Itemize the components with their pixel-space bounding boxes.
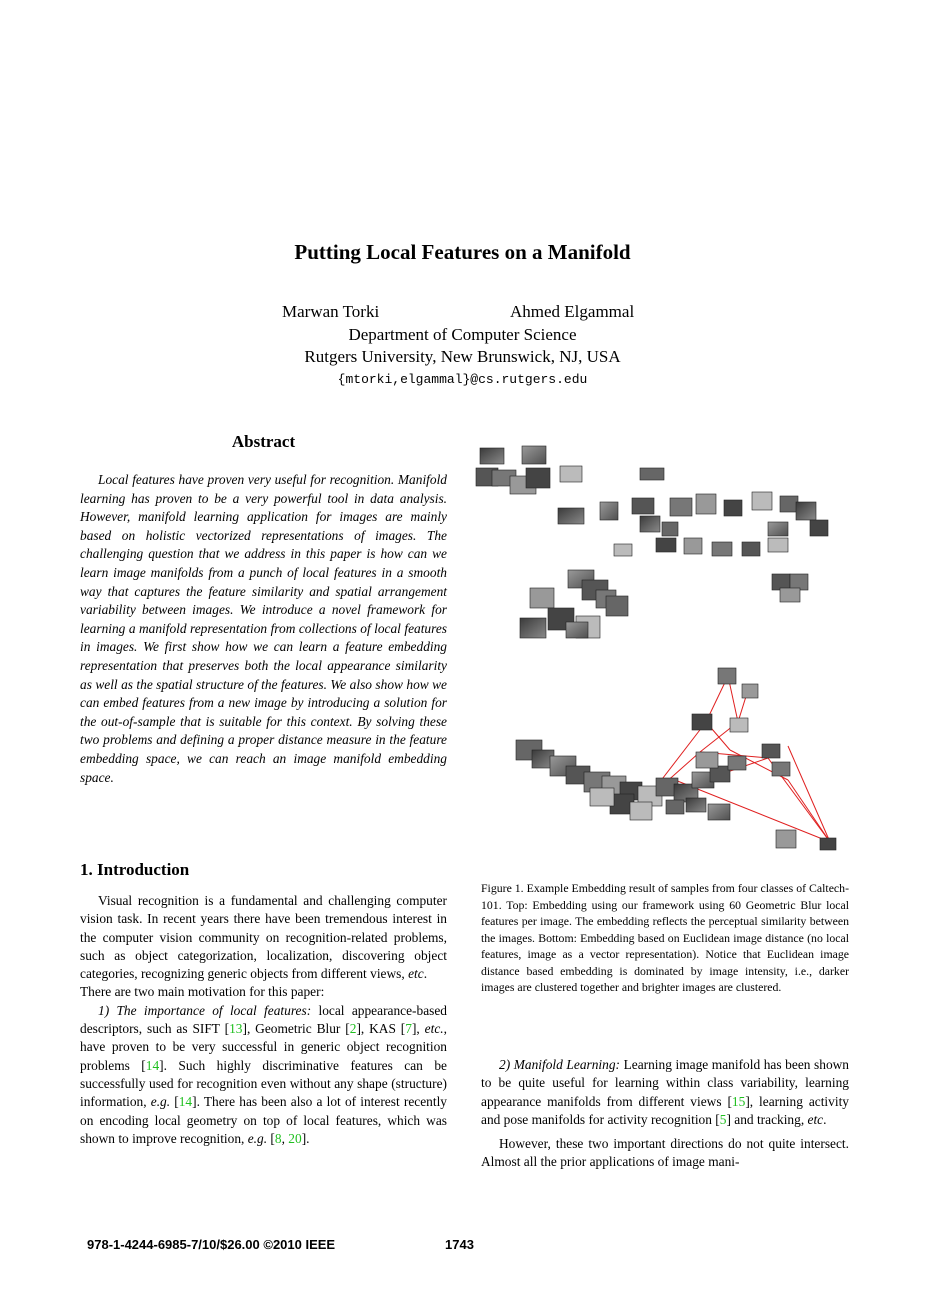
figure-1-bottom-embedding [516,668,836,850]
intro-p3-e: , have proven to be very successful in generic object recognition problems [ [80,1021,447,1073]
top-thumbnail-38 [768,538,788,552]
author-1: Marwan Torki [282,302,380,321]
intro-p3-g: [ [170,1094,179,1110]
top-thumbnail-24 [640,516,660,532]
top-thumbnail-5 [526,468,550,488]
intro-p3-h: ]. There has been also a lot of interest recently on encoding local geometry on top of local features, which was shown to improve recognition, [80,1094,447,1146]
intro-paragraph-2: There are two main motivation for this paper: [80,984,325,1000]
citation-13[interactable]: 13 [229,1021,243,1037]
bottom-thumbnail-20 [666,800,684,814]
top-thumbnail-0 [480,448,504,464]
bottom-thumbnail-1 [742,684,758,698]
bottom-thumbnail-23 [762,744,780,758]
intro-p3-i: [ [267,1130,275,1146]
bottom-thumbnail-16 [728,756,746,770]
footer-isbn: 978-1-4244-6985-7/10/$26.00 ©2010 IEEE [87,1237,336,1252]
citation-20[interactable]: 20 [288,1130,302,1146]
bottom-thumbnail-3 [730,718,748,732]
right-p1-b: ], learning activity and pose manifolds for activity recognition [ [481,1093,849,1127]
citation-15[interactable]: 15 [731,1093,746,1109]
university: Rutgers University, New Brunswick, NJ, USA [304,347,621,366]
figure-1 [470,440,850,865]
top-thumbnail-37 [810,520,828,536]
intro-paragraph-1 [80,892,447,983]
top-thumbnail-20 [684,538,702,554]
intro-p3-label: 1) The importance of local features: [98,1002,312,1018]
bottom-thumbnail-0 [718,668,736,684]
abstract-heading: Abstract [231,432,296,451]
citation-5[interactable]: 5 [719,1111,727,1127]
top-thumbnail-31 [606,596,628,616]
intro-p1-etc: etc [408,966,424,982]
bottom-thumbnail-2 [692,714,712,730]
right-p1-c: ] and tracking, [726,1111,808,1127]
bottom-thumbnail-27 [590,788,614,806]
top-thumbnail-17 [768,522,788,536]
bottom-thumbnail-25 [776,830,796,848]
figure-1-top-embedding [476,446,828,638]
top-thumbnail-18 [742,542,760,556]
top-thumbnail-11 [670,498,692,516]
top-thumbnail-8 [558,508,584,524]
bottom-thumbnail-19 [630,802,652,820]
top-thumbnail-32 [520,618,546,638]
intro-p1-text: Visual recognition is a fundamental and challenging computer vision task. In recent years there have been tremendous interest in the computer vision community on recognition-related problems, such as object categorization, localization, discovering object categories, recognizing generic objects from different views, [80,893,447,982]
right-column-body [481,1056,849,1172]
top-thumbnail-10 [632,498,654,514]
intro-p3-eg: e.g. [150,1094,171,1110]
intro-p3-d: ], [411,1021,425,1037]
intro-p3-j: , [281,1130,289,1146]
top-thumbnail-14 [752,492,772,510]
citation-14[interactable]: 14 [145,1057,160,1073]
top-thumbnail-33 [566,622,588,638]
intro-p3-k: ]. [301,1130,310,1146]
top-thumbnail-13 [724,500,742,516]
abstract-text: Local features have proven very useful for recognition. Manifold learning has proven to be a very powerful tool in data analysis. However, manifold learning application for images are mainly based on holistic vectorized representations of images. The challenging question that we address in this paper is how can we learn image manifolds from a punch of local features in a smooth way that captures the feature similarity and spatial arrangement variability between images. We introduce a novel framework for learning a manifold representation from collections of local features in images. We first show how we can learn a feature embedding representation that preserves both the local appearance similarity as well as the spatial structure of the features. We also show how we can embed features from a new image by introducing a solution for the out-of-sample that is suitable for this context. By solving these two problems and defining a proper distance measure in the feature embedding space, we can reach an image manifold embedding space. [80,472,447,785]
intro-p3-f: ]. Such highly discriminative features can be successfully used for recognition even without any shape (structure) information, [80,1057,447,1110]
intro-p3-etc: etc. [424,1021,444,1037]
top-thumbnail-36 [780,588,800,602]
bottom-thumbnail-24 [772,762,790,776]
figure-1-caption: Figure 1. Example Embedding result of samples from four classes of Caltech-101. Top: Embedding using our framework using 60 Geometric Blur local features per image. The embedding reflects the perceptual similarity between the images. Bottom: Embedding based on Euclidean image distance (no local features, image as a vector representation). Notice that Euclidean image distance based embedding is dominated by image intensity, i.e., darker images are clustered together and brighter images are clustered. [481,881,849,994]
intro-p3-c: ], KAS [ [356,1021,406,1037]
bottom-thumbnail-26 [820,838,836,850]
citation-7[interactable]: 7 [405,1021,412,1037]
author-2: Ahmed Elgammal [510,302,635,321]
citation-8[interactable]: 8 [274,1130,282,1146]
bottom-thumbnail-17 [696,752,718,768]
top-thumbnail-9 [600,502,618,520]
top-thumbnail-1 [522,446,546,464]
citation-2[interactable]: 2 [349,1021,357,1037]
intro-body [80,892,447,1148]
top-thumbnail-21 [656,538,676,552]
top-thumbnail-12 [696,494,716,514]
top-thumbnail-22 [614,544,632,556]
intro-p3-eg2: e.g. [247,1130,268,1146]
right-p1-label: 2) Manifold Learning: [499,1057,620,1072]
top-thumbnail-34 [772,574,790,590]
bottom-thumbnail-21 [686,798,706,812]
intro-heading: 1. Introduction [80,860,190,879]
top-thumbnail-19 [712,542,732,556]
email: {mtorki,elgammal}@cs.rutgers.edu [337,372,588,387]
right-p1-d: . [823,1111,827,1127]
right-paragraph-1 [481,1056,849,1129]
top-thumbnail-6 [560,466,582,482]
intro-p1-end: . [423,966,428,982]
top-thumbnail-16 [796,502,816,520]
bottom-thumbnail-15 [710,766,730,782]
paper-title: Putting Local Features on a Manifold [294,240,631,264]
bottom-thumbnail-22 [708,804,730,820]
intro-p3-b: ], Geometric Blur [ [242,1021,350,1037]
intro-p3-a: local appearance-based descriptors, such as SIFT [ [80,1002,448,1037]
right-paragraph-2: However, these two important directions do not quite intersect. Almost all the prior applications of image mani- [481,1136,849,1170]
top-thumbnail-15 [780,496,798,512]
right-p1-etc: etc [807,1111,824,1127]
department: Department of Computer Science [348,325,577,344]
top-thumbnail-7 [640,468,664,480]
citation-14b[interactable]: 14 [178,1094,193,1110]
intro-paragraph-3 [80,1002,447,1148]
top-thumbnail-23 [662,522,678,536]
top-thumbnail-35 [790,574,808,590]
footer-page-number: 1743 [445,1237,474,1252]
right-p1-a: Learning image manifold has been shown to be quite useful for learning within class variability, learning appearance manifolds from different views [ [481,1057,850,1109]
top-thumbnail-28 [530,588,554,608]
